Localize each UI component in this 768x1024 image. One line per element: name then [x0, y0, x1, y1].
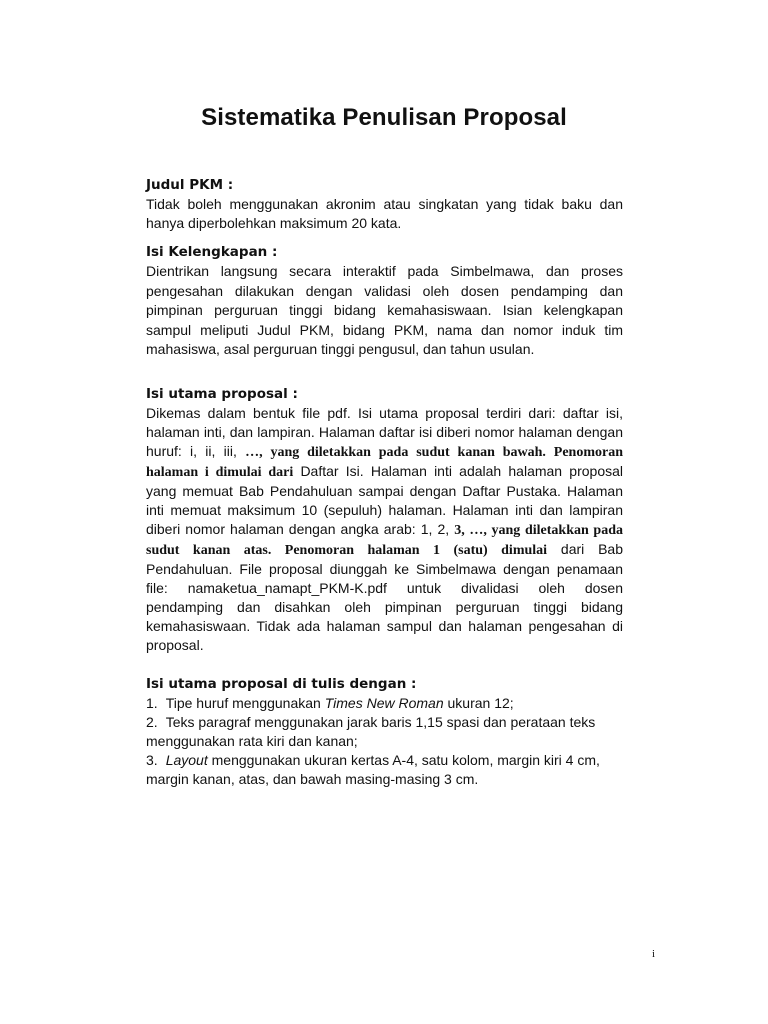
text-run: menggunakan ukuran kertas A-4, satu kolom, margin kiri 4 cm, margin kanan, atas, dan bawah masing-masing 3 cm. — [146, 751, 600, 787]
section-text — [146, 404, 623, 655]
section-text: Tidak boleh menggunakan akronim atau singkatan yang tidak baku dan hanya diperbolehkan maksimum 20 kata. — [146, 196, 623, 231]
text-run: Teks paragraf menggunakan jarak baris 1,15 spasi dan perataan teks menggunakan rata kiri dan kanan; — [146, 713, 596, 749]
section-isi-kelengkapan — [146, 243, 623, 360]
section-format-penulisan — [146, 675, 623, 789]
document-body — [146, 176, 623, 789]
text-run: dari Bab Pendahuluan. File proposal diunggah ke Simbelmawa dengan penamaan file: namaketua_namapt_PKM-K.pdf untuk divalidasi oleh dosen pendamping dan disahkan oleh pimpinan perguruan tinggi bidang kemahasiswaan. Tidak ada halaman sampul dan halaman pengesahan di proposal. — [146, 540, 624, 653]
section-judul-pkm — [146, 176, 623, 233]
section-isi-utama — [146, 385, 623, 655]
list-item — [146, 694, 623, 713]
format-list — [146, 694, 623, 789]
section-heading: Isi utama proposal di tulis dengan : — [146, 675, 417, 692]
list-number: 1. — [146, 694, 158, 711]
section-heading: Isi Kelengkapan : — [146, 244, 278, 260]
list-number: 2. — [146, 713, 158, 730]
page-title: Sistematika Penulisan Proposal — [201, 104, 567, 131]
text-run: ukuran 12; — [443, 694, 514, 711]
section-heading: Isi utama proposal : — [146, 385, 298, 402]
list-item — [146, 751, 623, 789]
bold-text-run: …, yang diletakkan pada sudut kanan bawah. Penomoran halaman i dimulai dari — [146, 444, 623, 480]
section-heading: Judul PKM : — [146, 177, 234, 193]
bold-text-run: 3, …, yang diletakkan pada sudut kanan atas. Penomoran halaman 1 (satu) dimulai — [146, 522, 623, 558]
page-number: i — [652, 948, 656, 960]
list-item — [146, 713, 623, 751]
italic-text-run: Layout — [165, 751, 208, 768]
text-run: Dikemas dalam bentuk file pdf. Isi utama proposal terdiri dari: daftar isi, halaman inti, dan lampiran. Halaman daftar isi diberi nomor halaman dengan huruf: i, ii, iii, — [146, 404, 623, 459]
text-run: Daftar Isi. Halaman inti adalah halaman proposal yang memuat Bab Pendahuluan sampai dengan Daftar Pustaka. Halaman inti memuat maksimum 10 (sepuluh) halaman. Halaman inti dan lampiran diberi nomor halaman dengan angka arab: 1, 2, — [146, 462, 623, 537]
section-text: Dientrikan langsung secara interaktif pada Simbelmawa, dan proses pengesahan dilakukan dengan validasi oleh dosen pendamping dan pimpinan perguruan tinggi bidang kemahasiswaan. Isian kelengkapan sampul meliputi Judul PKM, bidang PKM, nama dan nomor induk tim mahasiswa, asal perguruan tinggi pengusul, dan tahun usulan. — [146, 263, 623, 357]
text-run: Tipe huruf menggunakan — [165, 694, 325, 711]
list-number: 3. — [146, 751, 158, 768]
italic-text-run: Times New Roman — [324, 694, 444, 711]
